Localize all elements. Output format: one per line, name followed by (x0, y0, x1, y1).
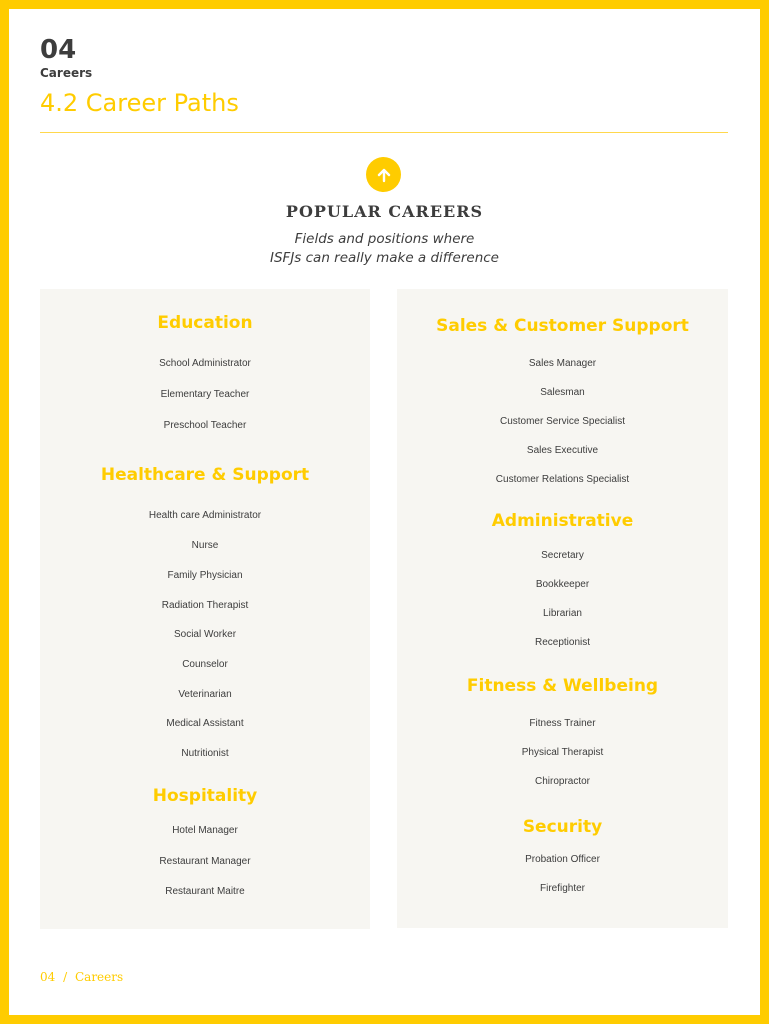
page-footer (40, 970, 127, 984)
career-item: Customer Service Specialist (499, 416, 626, 427)
career-item: Restaurant Maitre (165, 886, 245, 897)
header-divider (40, 132, 728, 133)
footer-chapter-number: 04 (40, 970, 56, 984)
career-item: Firefighter (539, 883, 585, 894)
career-item: Customer Relations Specialist (495, 474, 630, 485)
category-fitness-wellbeing: Fitness & Wellbeing (466, 676, 659, 696)
popular-careers-subtitle (0, 230, 769, 268)
career-panel-left (40, 289, 370, 929)
career-item: Sales Manager (528, 358, 597, 369)
career-item: Salesman (540, 387, 585, 398)
chapter-name: Careers (40, 66, 93, 80)
career-item: Social Worker (173, 629, 237, 640)
career-item: Probation Officer (525, 854, 600, 865)
section-title: 4.2 Career Paths (40, 89, 239, 117)
subtitle-line-1: Fields and positions where (294, 231, 475, 247)
chapter-number: 04 (40, 35, 77, 65)
career-item: Chiropractor (534, 776, 591, 787)
career-item: Fitness Trainer (529, 718, 596, 729)
career-item: Librarian (543, 608, 582, 619)
category-hospitality: Hospitality (152, 786, 258, 806)
subtitle-line-2: ISFJs can really make a difference (270, 250, 499, 266)
career-item: Elementary Teacher (160, 389, 250, 400)
career-item: Radiation Therapist (161, 600, 249, 611)
career-item: Preschool Teacher (163, 420, 247, 431)
career-item: School Administrator (159, 358, 251, 369)
career-item: Medical Assistant (166, 718, 244, 729)
career-item: Veterinarian (178, 689, 232, 700)
career-item: Family Physician (167, 570, 243, 581)
category-sales-customer-support: Sales & Customer Support (436, 316, 689, 336)
career-item: Sales Executive (526, 445, 599, 456)
footer-chapter-name: Careers (74, 970, 124, 984)
career-item: Nutritionist (181, 748, 229, 759)
career-item: Restaurant Manager (159, 856, 251, 867)
category-administrative: Administrative (491, 511, 634, 531)
arrow-up-icon (366, 157, 401, 192)
career-item: Bookkeeper (535, 579, 590, 590)
footer-separator: / (63, 970, 68, 984)
career-item: Nurse (191, 540, 219, 551)
career-panel-right (397, 289, 728, 928)
category-security: Security (522, 817, 603, 837)
category-education: Education (157, 313, 253, 333)
career-item: Receptionist (534, 637, 591, 648)
career-item: Health care Administrator (148, 510, 262, 521)
career-item: Physical Therapist (521, 747, 604, 758)
career-item: Hotel Manager (172, 825, 238, 836)
career-item: Secretary (541, 550, 584, 561)
career-item: Counselor (182, 659, 228, 670)
category-healthcare-support: Healthcare & Support (100, 465, 310, 485)
popular-careers-title: POPULAR CAREERS (285, 202, 484, 221)
